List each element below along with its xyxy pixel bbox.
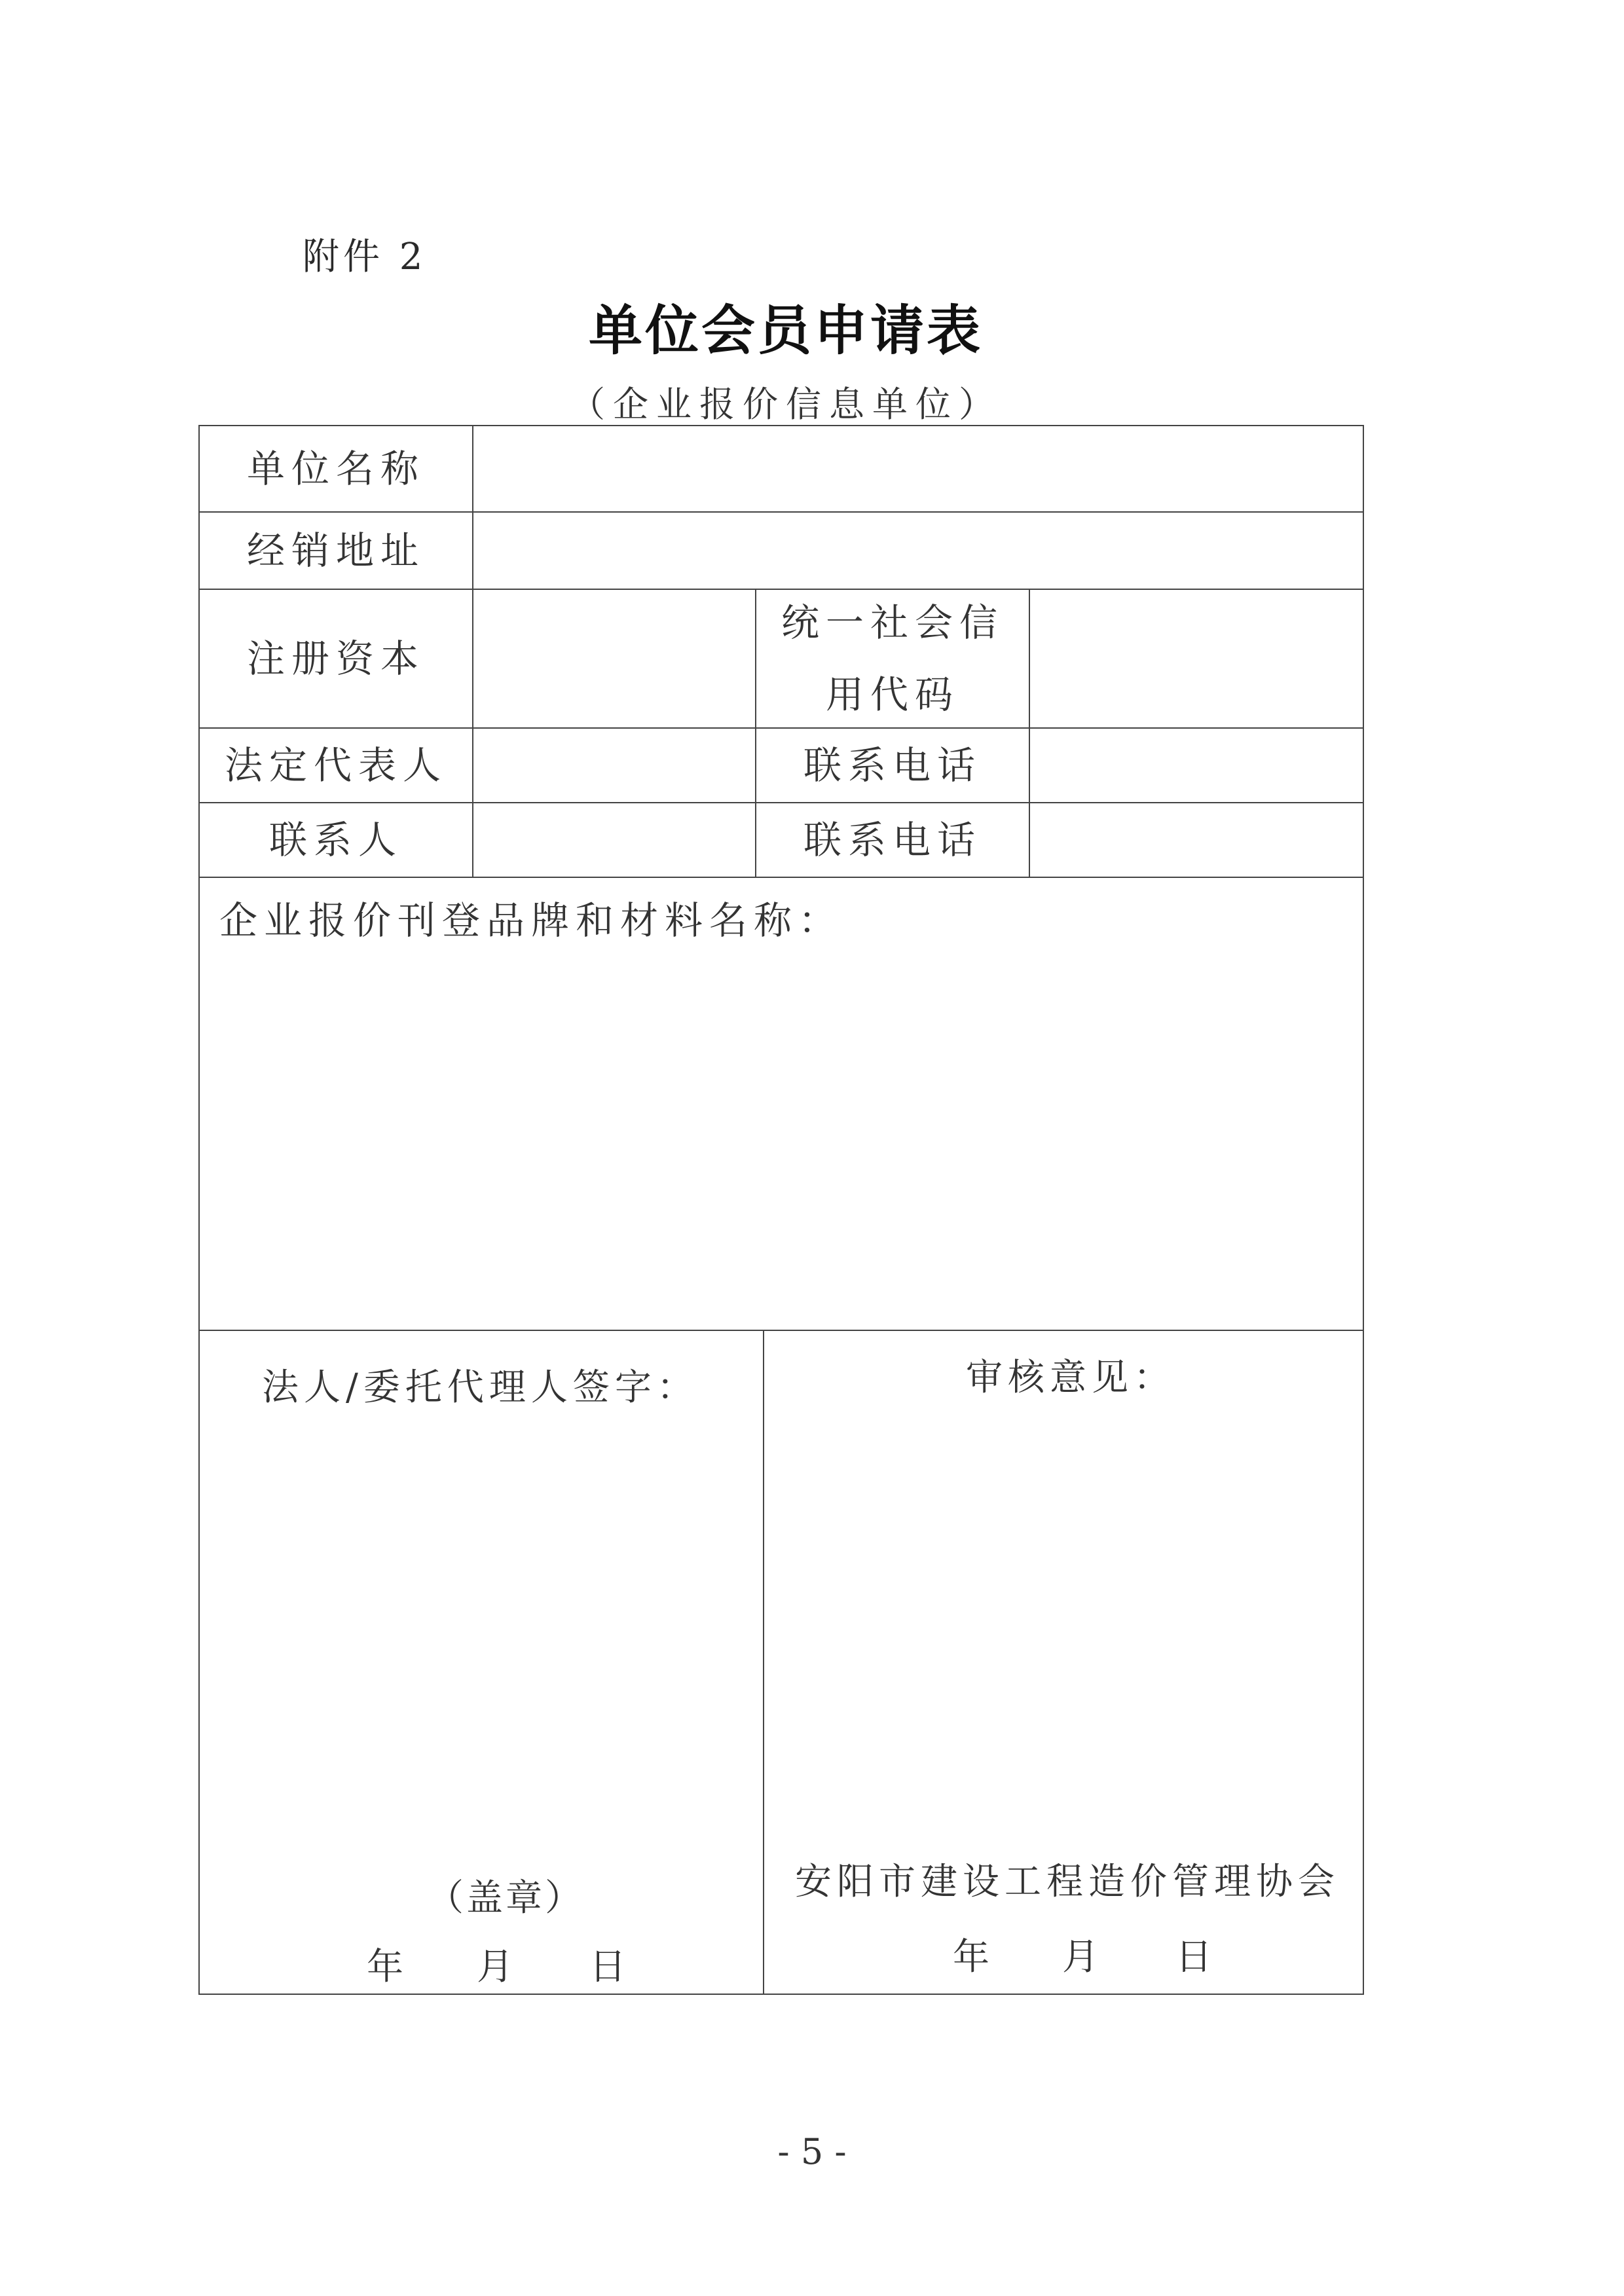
date-year-right: 年 <box>953 1936 989 1978</box>
unit-name-field[interactable] <box>472 425 1364 513</box>
credit-code-label-line2: 用代码 <box>825 672 959 717</box>
capital-label-text: 注册资本 <box>246 636 425 681</box>
address-label <box>198 511 473 590</box>
date-month-left: 月 <box>477 1946 513 1988</box>
date-year-left: 年 <box>367 1946 403 1988</box>
phone-label-2 <box>755 802 1030 878</box>
capital-label <box>198 589 473 729</box>
page-title: 单位会员申请表 <box>588 299 983 362</box>
phone-label-2-text: 联系电话 <box>803 818 982 862</box>
phone-field-2[interactable] <box>1029 802 1364 878</box>
page-number: - 5 - <box>777 2131 847 2172</box>
attachment-label: 附件 2 <box>303 236 427 278</box>
credit-code-label <box>755 589 1030 729</box>
association-name: 安阳市建设工程造价管理协会 <box>795 1861 1340 1903</box>
review-label: 审核意见： <box>966 1357 1175 1399</box>
brands-label: 企业报价刊登品牌和材料名称： <box>219 898 843 943</box>
date-month-right: 月 <box>1062 1936 1099 1978</box>
legal-rep-field[interactable] <box>472 727 756 803</box>
credit-code-label-line1: 统一社会信 <box>781 600 1004 645</box>
capital-field[interactable] <box>472 589 756 729</box>
legal-rep-label-text: 法定代表人 <box>224 743 447 788</box>
brands-field[interactable] <box>198 877 1364 1331</box>
date-day-right: 日 <box>1175 1936 1212 1978</box>
credit-code-field[interactable] <box>1029 589 1364 729</box>
unit-name-label <box>198 425 473 513</box>
date-day-left: 日 <box>589 1946 626 1988</box>
phone-field-1[interactable] <box>1029 727 1364 803</box>
unit-name-label-text: 单位名称 <box>246 446 425 491</box>
contact-label <box>198 802 473 878</box>
page-subtitle: （企业报价信息单位） <box>570 384 1002 425</box>
contact-field[interactable] <box>472 802 756 878</box>
contact-label-text: 联系人 <box>268 818 403 862</box>
phone-label-1 <box>755 727 1030 803</box>
address-field[interactable] <box>472 511 1364 590</box>
phone-label-1-text: 联系电话 <box>803 743 982 788</box>
legal-rep-label <box>198 727 473 803</box>
seal-label: （盖章） <box>427 1877 584 1920</box>
address-label-text: 经销地址 <box>246 528 425 573</box>
signature-label: 法人/委托代理人签字： <box>262 1366 699 1409</box>
